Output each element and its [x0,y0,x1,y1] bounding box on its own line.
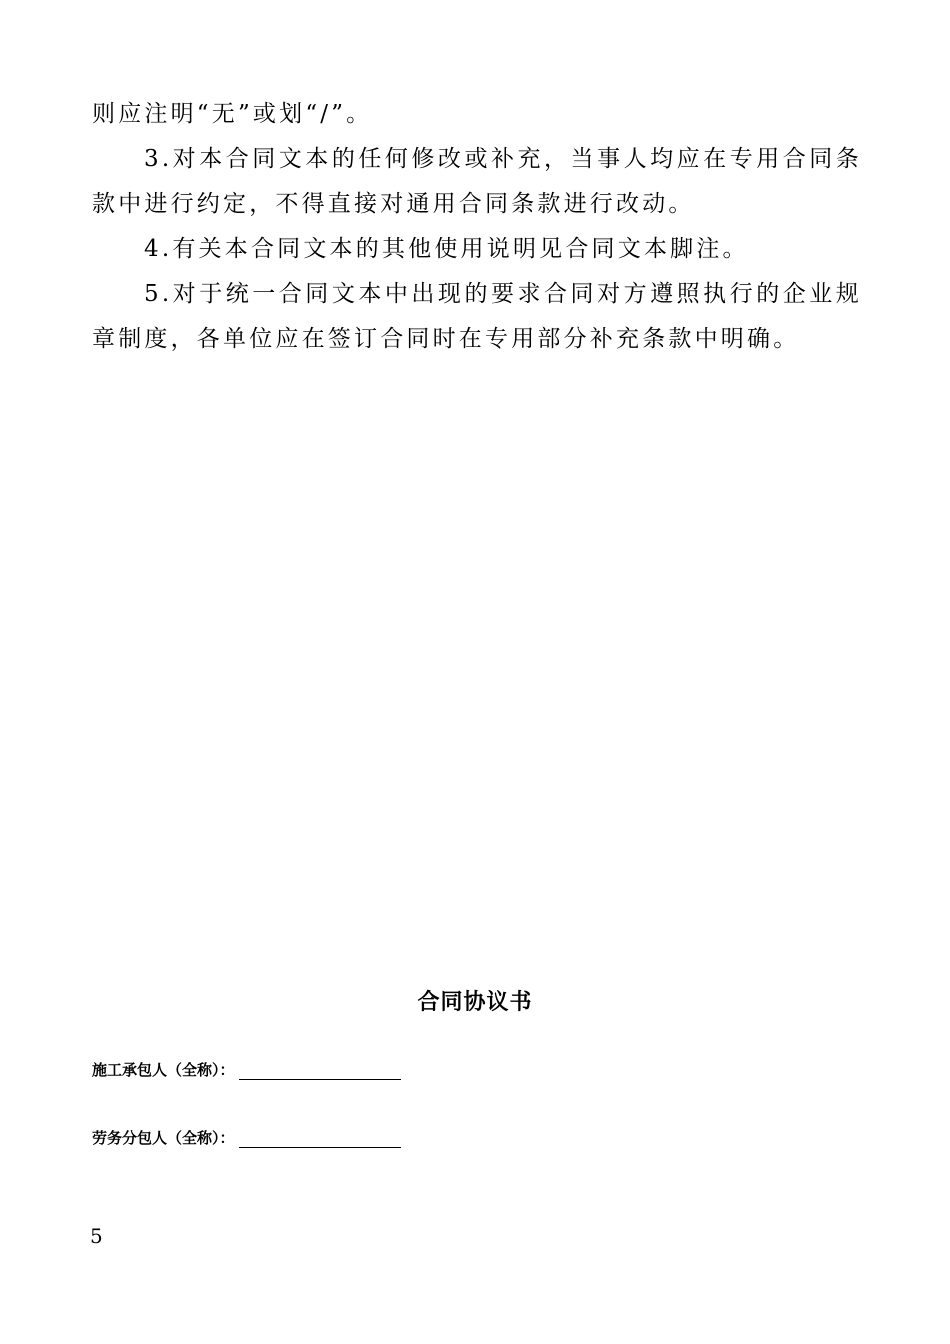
subcontractor-line [92,1127,401,1148]
paragraph-item-5: 5.对于统一合同文本中出现的要求合同对方遵照执行的企业规章制度，各单位应在签订合同时在专用部分补充条款中明确。 [92,281,862,352]
paragraph-item-3: 3.对本合同文本的任何修改或补充，当事人均应在专用合同条款中进行约定，不得直接对通用合同条款进行改动。 [92,146,862,217]
paragraph-continuation: 则应注明“无”或划“/”。 [92,101,373,127]
agreement-title: 合同协议书 [417,990,533,1015]
contractor-label: 施工承包人（全称）： [92,1061,235,1079]
page-number: 5 [90,1224,103,1248]
subcontractor-blank-field[interactable] [239,1131,401,1148]
instructions-body [92,92,862,362]
paragraph-item-4: 4.有关本合同文本的其他使用说明见合同文本脚注。 [144,236,749,262]
contractor-blank-field[interactable] [239,1063,401,1080]
contractor-line [92,1059,401,1080]
subcontractor-label: 劳务分包人（全称）： [92,1129,235,1147]
